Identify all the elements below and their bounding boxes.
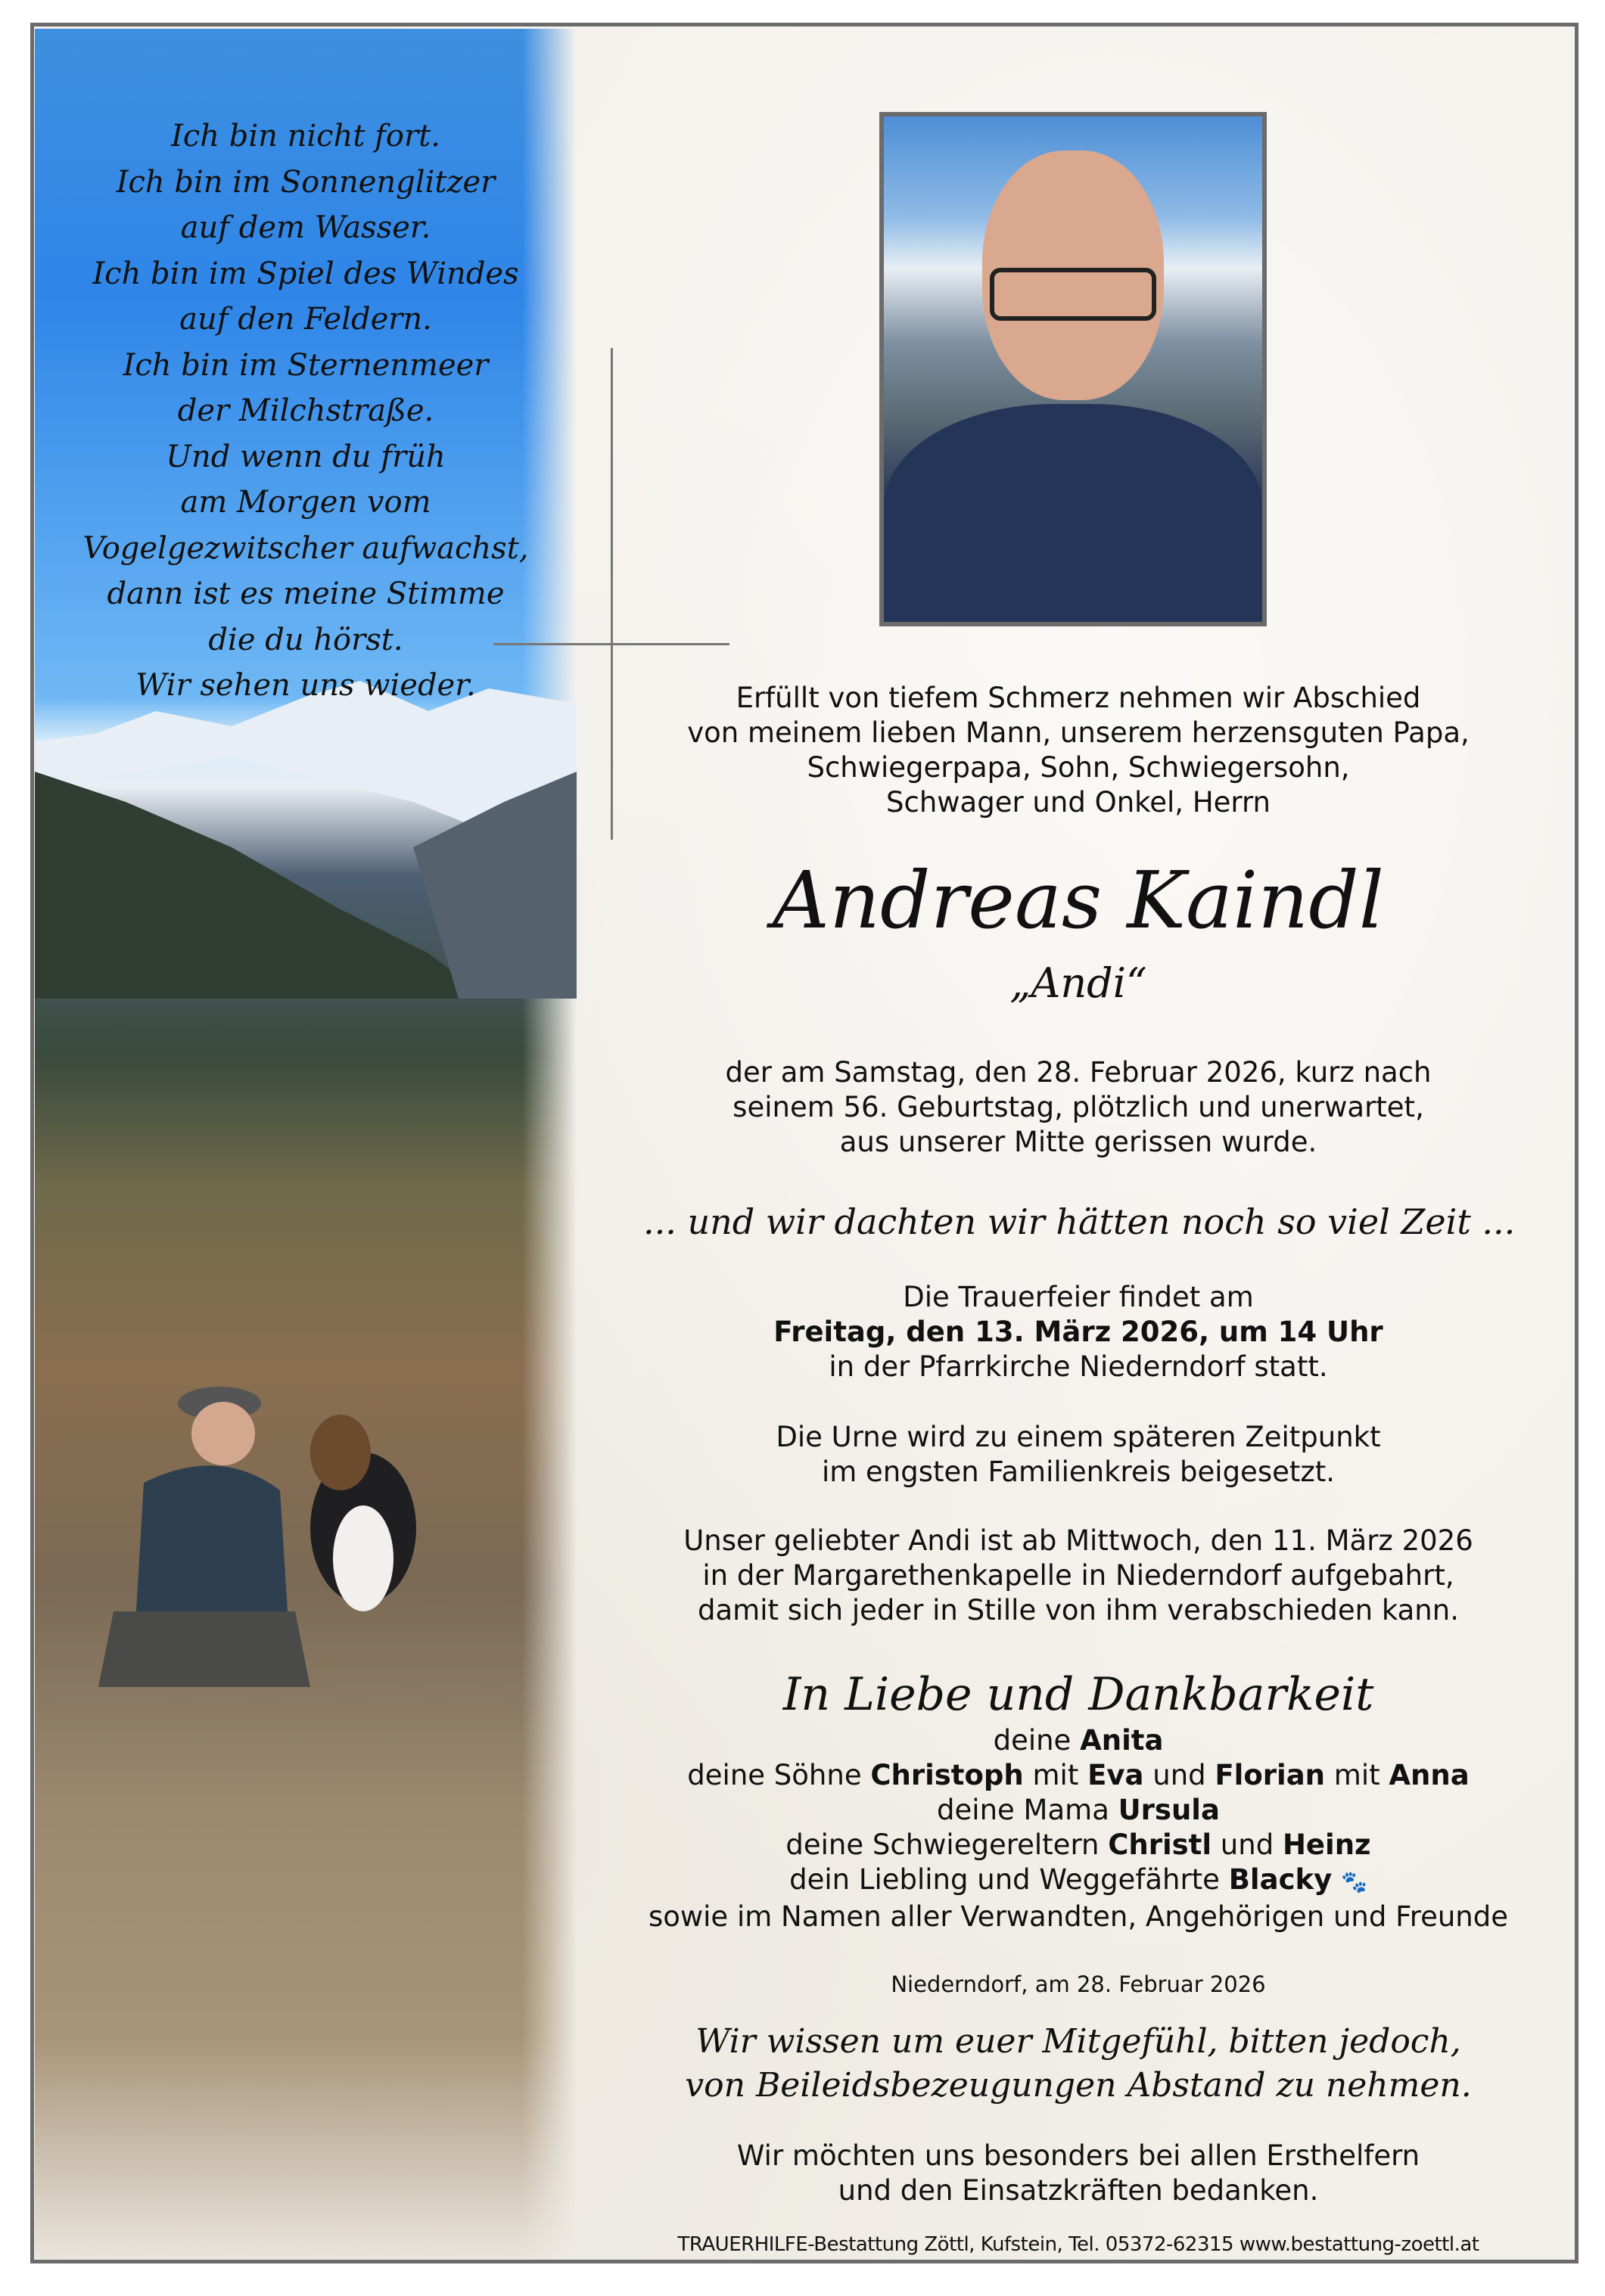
ceremony-date [643,1315,1513,1350]
ceremony-line: Die Trauerfeier findet am [903,1281,1254,1313]
condolence-request [643,2020,1513,2108]
urn-line: Die Urne wird zu einem späteren Zeitpunkt [776,1421,1381,1453]
man-with-dog-image [83,1362,462,1702]
poem-line: Wir sehen uns wieder. [135,668,476,703]
urn-line: im engsten Familienkreis beigesetzt. [821,1456,1336,1488]
poem-line: dann ist es meine Stimme [107,576,505,611]
poem-line: die du hörst. [208,622,403,657]
family-line: deine Schwiegereltern Christl und Heinz [785,1828,1371,1861]
poem-line: auf den Feldern. [179,302,432,337]
nickname: „Andi“ [1009,959,1147,1007]
poem-line: Ich bin im Sonnenglitzer [116,164,496,200]
first-aid-line: und den Einsatzkräften bedanken. [838,2174,1319,2207]
paw-print-icon: 🐾 [1341,1869,1367,1894]
poem-line: Vogelgezwitscher aufwachst, [82,530,529,566]
death-line: der am Samstag, den 28. Februar 2026, kurz nach [725,1056,1432,1089]
poem-line: auf dem Wasser. [180,210,431,245]
family-line: dein Liebling und Weggefährte Blacky 🐾 [789,1863,1367,1896]
request-line: von Beileidsbezeugungen Abstand zu nehmen. [685,2066,1472,2105]
death-text [643,1055,1513,1160]
death-line: aus unserer Mitte gerissen wurde. [839,1126,1317,1158]
cross-horizontal [493,643,729,645]
mountain-range-image [35,681,577,999]
poem-line: der Milchstraße. [177,393,434,428]
poem [35,113,577,709]
ceremony-date-bold: Freitag, den 13. März 2026, um 14 Uhr [773,1316,1383,1348]
family-line: deine Söhne Christoph mit Eva und Florian mit Anna [687,1759,1470,1791]
family-line: deine Mama Ursula [937,1794,1220,1826]
ceremony-text [643,1280,1513,1384]
quote: ... und wir dachten wir hätten noch so viel Zeit ... [643,1201,1516,1242]
family-line: deine Anita [993,1724,1164,1757]
place-date: Niederndorf, am 28. Februar 2026 [891,1971,1266,1997]
intro-line: Schwager und Onkel, Herrn [886,786,1271,819]
poem-line: Ich bin im Sternenmeer [123,347,489,383]
viewing-line: in der Margarethenkapelle in Niederndorf aufgebahrt, [702,1559,1454,1592]
viewing-line: damit sich jeder in Stille von ihm verabschieden kann. [698,1594,1459,1626]
death-line: seinem 56. Geburtstag, plötzlich und unerwartet, [733,1091,1424,1123]
poem-line: am Morgen vom [180,485,431,520]
request-line: Wir wissen um euer Mitgefühl, bitten jedoch, [695,2022,1461,2061]
funeral-home-footer: TRAUERHILFE-Bestattung Zöttl, Kufstein, Tel. 05372-62315 www.bestattung-zoettl.at [677,2233,1479,2256]
ceremony-line: in der Pfarrkirche Niederndorf statt. [829,1350,1328,1383]
poem-line: Ich bin nicht fort. [171,119,440,154]
family-list [643,1723,1513,1934]
first-aid-line: Wir möchten uns besonders bei allen Ersthelfern [736,2139,1420,2172]
thanks-heading: In Liebe und Dankbarkeit [782,1668,1374,1721]
viewing-line: Unser geliebter Andi ist ab Mittwoch, den 11. März 2026 [683,1524,1473,1557]
intro-line: Schwiegerpapa, Sohn, Schwiegersohn, [807,751,1350,784]
cross-vertical [611,348,613,840]
poem-line: Ich bin im Spiel des Windes [92,256,519,291]
viewing-text [643,1524,1513,1628]
intro-line: von meinem lieben Mann, unserem herzensguten Papa, [687,716,1470,749]
first-aid-thanks [643,2139,1513,2208]
deceased-name: Andreas Kaindl [772,854,1385,946]
family-line: sowie im Namen aller Verwandten, Angehörigen und Freunde [648,1900,1509,1933]
intro-line: Erfüllt von tiefem Schmerz nehmen wir Abschied [736,682,1421,714]
intro-text [643,681,1513,820]
portrait-photo [879,112,1267,626]
poem-line: Und wenn du früh [166,439,446,474]
urn-text [643,1420,1513,1490]
